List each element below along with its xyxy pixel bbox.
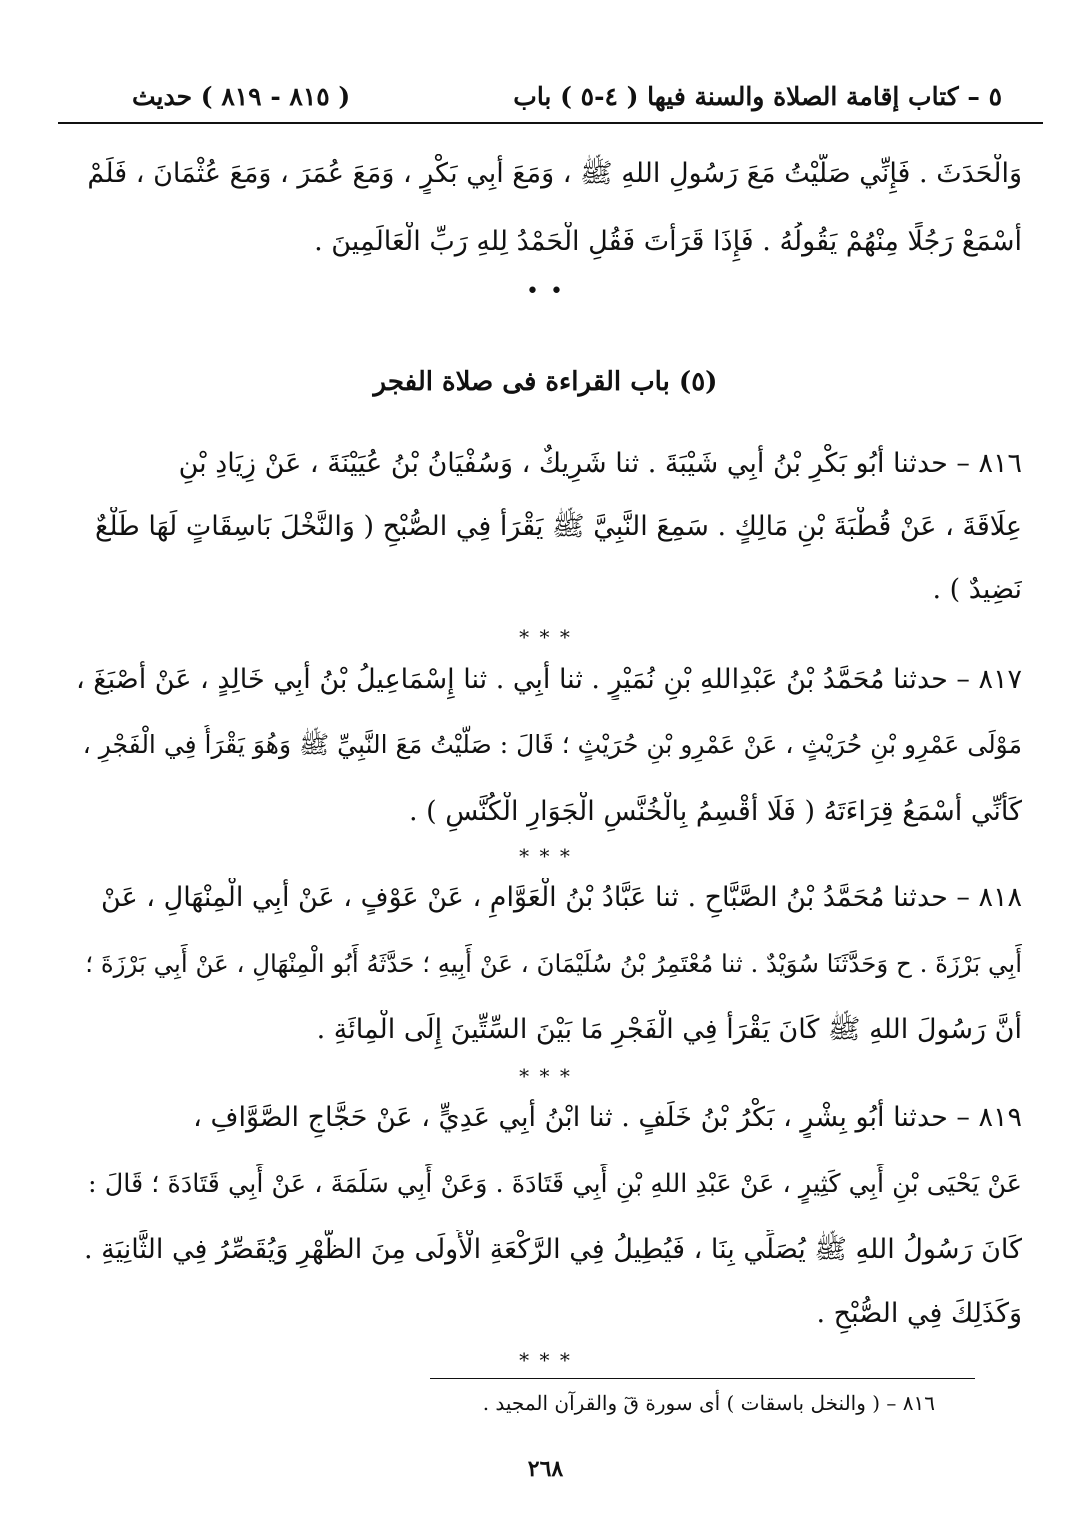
footnote: ٨١٦ – ( والنخل باسقات ) أى سورة قٓ والقرآن المجيد . <box>482 1391 935 1415</box>
text-line: كَأَنِّي أَسْمَعُ قِرَاءَتَهُ ( فَلَا أُقْسِمُ بِالْخُنَّسِ الْجَوَارِ الْكُنَّسِ ) . <box>409 796 1022 827</box>
text-line: عِلَاقَةَ ، عَنْ قُطْبَةَ بْنِ مَالِكٍ . سَمِعَ النَّبِيَّ ﷺ يَقْرَأُ فِي الصُّبْحِ ( وَالنَّخْلَ بَاسِقَاتٍ لَهَا طَلْعٌ <box>94 511 1022 542</box>
hadith-separator: * * * <box>519 1064 572 1088</box>
footnote-rule <box>430 1378 975 1379</box>
running-header <box>62 78 1032 116</box>
section-separator: • • <box>526 279 565 304</box>
text-line: ٨١٧ – حدثنا مُحَمَّدُ بْنُ عَبْدِاللهِ بْنِ نُمَيْرٍ . ثنا أَبِي . ثنا إِسْمَاعِيلُ بْنُ أَبِي خَالِدٍ ، عَنْ أَصْبَغَ ، <box>75 664 1022 695</box>
text-line: كَانَ رَسُولُ اللهِ ﷺ يُصَلِّي بِنَا ، فَيُطِيلُ فِي الرَّكْعَةِ الْأُولَى مِنَ الظُّهْرِ وَيُقَصِّرُ فِي الثَّانِيَةِ . <box>83 1234 1022 1265</box>
header-rule <box>58 122 1043 124</box>
text-line: نَضِيدٌ ) . <box>932 574 1022 605</box>
header-hadith-range: ( ٨١٥ - ٨١٩ ) حديث <box>132 82 351 111</box>
hadith-separator: * * * <box>519 844 572 868</box>
text-line: أَنَّ رَسُولَ اللهِ ﷺ كَانَ يَقْرَأُ فِي الْفَجْرِ مَا بَيْنَ السِّتِّينَ إِلَى الْمِائَةِ . <box>316 1014 1022 1045</box>
text-line: وَالْحَدَثَ . فَإِنِّي صَلَّيْتُ مَعَ رَسُولِ اللهِ ﷺ ، وَمَعَ أَبِي بَكْرٍ ، وَمَعَ عُمَرَ ، وَمَعَ عُثْمَانَ ، فَلَمْ <box>87 158 1022 189</box>
text-line: ٨١٨ – حدثنا مُحَمَّدُ بْنُ الصَّبَّاحِ . ثنا عَبَّادُ بْنُ الْعَوَّامِ ، عَنْ عَوْفٍ ، عَنْ أَبِي الْمِنْهَالِ ، عَنْ <box>101 882 1022 913</box>
text-line: ٨١٩ – حدثنا أَبُو بِشْرٍ ، بَكْرُ بْنُ خَلَفٍ . ثنا ابْنُ أَبِي عَدِيٍّ ، عَنْ حَجَّاجٍ الصَّوَّافِ ، <box>193 1102 1022 1133</box>
hadith-separator: * * * <box>519 625 572 649</box>
chapter-title: (٥) باب القراءة فى صلاة الفجر <box>373 367 718 397</box>
text-line: وَكَذَلِكَ فِي الصُّبْحِ . <box>816 1298 1022 1329</box>
hadith-separator: * * * <box>519 1348 572 1372</box>
page-number: ٢٦٨ <box>527 1456 564 1482</box>
text-line: ٨١٦ – حدثنا أَبُو بَكْرِ بْنُ أَبِي شَيْبَةَ . ثنا شَرِيكٌ ، وَسُفْيَانُ بْنُ عُيَيْنَةَ ، عَنْ زِيَادِ بْنِ <box>178 448 1022 479</box>
text-line: أَبِي بَرْزَةَ . ح وَحَدَّثَنَا سُوَيْدٌ . ثنا مُعْتَمِرُ بْنُ سُلَيْمَانَ ، عَنْ أَبِيهِ ؛ حَدَّثَهُ أَبُو الْمِنْهَالِ ، عَنْ أَبِي بَرْزَةَ ؛ <box>85 949 1022 978</box>
header-chapter-title: ٥ – كتاب إقامة الصلاة والسنة فيها ( ٤-٥ ) باب <box>513 82 1002 111</box>
text-line: عَنْ يَحْيَى بْنِ أَبِي كَثِيرٍ ، عَنْ عَبْدِ اللهِ بْنِ أَبِي قَتَادَةَ . وَعَنْ أَبِي سَلَمَةَ ، عَنْ أَبِي قَتَادَةَ ؛ قَالَ : <box>88 1169 1022 1199</box>
text-line: مَوْلَى عَمْرِو بْنِ حُرَيْثٍ ، عَنْ عَمْرِو بْنِ حُرَيْثٍ ؛ قَالَ : صَلَّيْتُ مَعَ النَّبِيِّ ﷺ وَهُوَ يَقْرَأُ فِي الْفَجْرِ ، <box>82 730 1022 759</box>
text-line: أَسْمَعْ رَجُلًا مِنْهُمْ يَقُولُهُ . فَإِذَا قَرَأْتَ فَقُلِ الْحَمْدُ لِلهِ رَبِّ الْعَالَمِينَ . <box>314 226 1022 257</box>
